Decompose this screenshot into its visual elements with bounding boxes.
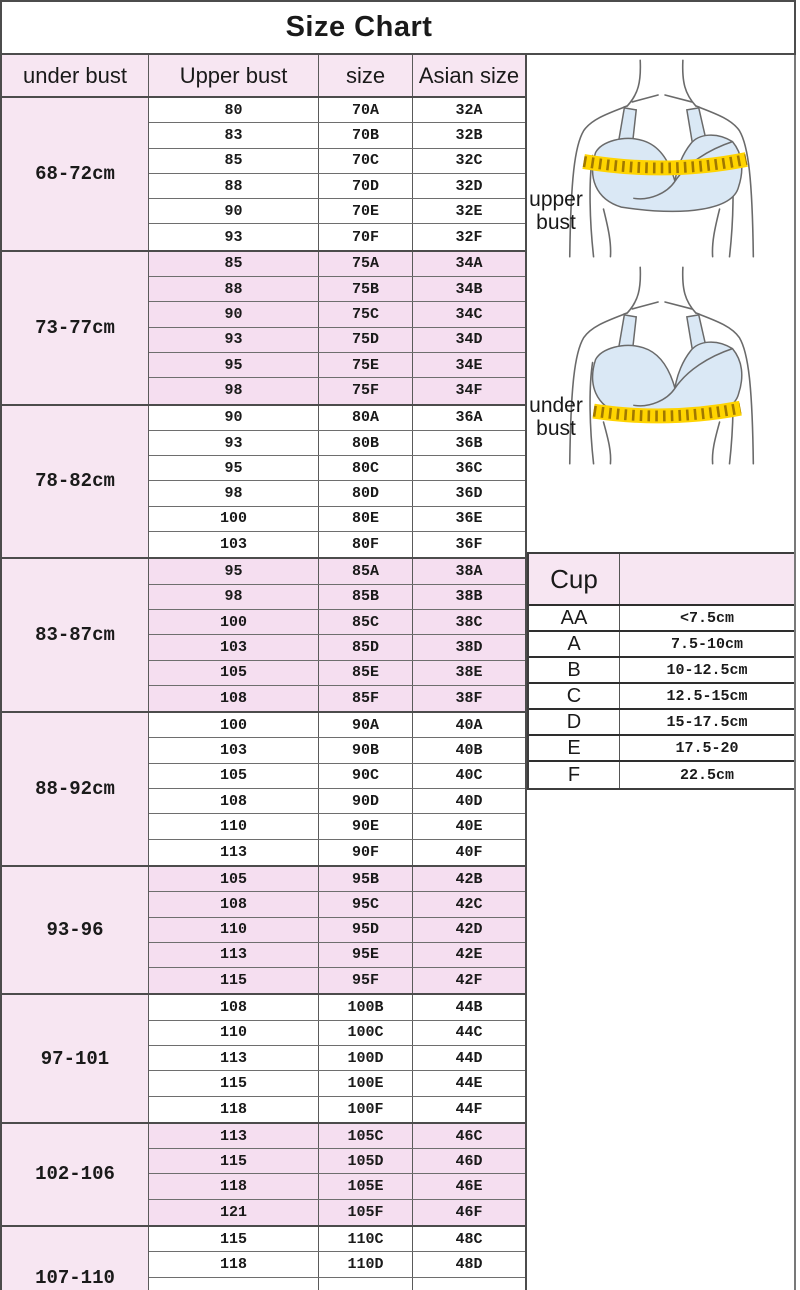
table-cell: 108 — [149, 686, 319, 711]
table-row — [149, 995, 525, 1020]
group-label: 102-106 — [2, 1124, 149, 1225]
table-cell: 100 — [149, 610, 319, 634]
table-cell: 36D — [413, 481, 525, 505]
table-cell: 48D — [413, 1252, 525, 1276]
size-table — [0, 55, 527, 1290]
size-group — [2, 713, 525, 867]
table-cell: 118 — [149, 1252, 319, 1276]
cup-letter: F — [529, 762, 620, 788]
size-group — [2, 406, 525, 560]
group-label: 88-92cm — [2, 713, 149, 865]
table-row — [149, 610, 525, 635]
group-label: 97-101 — [2, 995, 149, 1121]
table-cell: 110D — [319, 1252, 413, 1276]
table-cell: 100B — [319, 995, 413, 1019]
cup-range: 22.5cm — [679, 766, 734, 784]
table-cell: 113 — [149, 1046, 319, 1070]
table-cell: 95C — [319, 892, 413, 916]
table-cell: 70A — [319, 98, 413, 122]
table-cell: 32C — [413, 149, 525, 173]
column-header-size: size — [319, 55, 413, 96]
table-cell: 32F — [413, 224, 525, 249]
table-row — [149, 224, 525, 249]
table-cell: 121 — [149, 1200, 319, 1225]
table-cell: 36B — [413, 431, 525, 455]
table-row — [149, 406, 525, 431]
group-label: 68-72cm — [2, 98, 149, 250]
cup-range: 15-17.5cm — [666, 713, 748, 731]
table-cell: 42C — [413, 892, 525, 916]
table-cell: 90E — [319, 814, 413, 838]
column-header-under-bust: under bust — [2, 55, 149, 96]
table-row — [149, 814, 525, 839]
table-cell: 85 — [149, 149, 319, 173]
cup-table-header — [529, 554, 794, 606]
table-row — [149, 1174, 525, 1199]
column-header-upper-bust: Upper bust — [149, 55, 319, 96]
group-label: 83-87cm — [2, 559, 149, 711]
table-row — [149, 867, 525, 892]
table-cell: 36F — [413, 532, 525, 557]
table-row — [149, 635, 525, 660]
table-cell: 105D — [319, 1149, 413, 1173]
table-cell: 85C — [319, 610, 413, 634]
table-row — [149, 328, 525, 353]
table-row — [149, 481, 525, 506]
table-cell: 103 — [149, 738, 319, 762]
cup-table-body — [529, 606, 794, 788]
cup-row — [529, 736, 794, 762]
table-cell: 80E — [319, 507, 413, 531]
cup-header-label: Cup — [529, 554, 620, 604]
table-cell: 90 — [149, 199, 319, 223]
table-cell: 110 — [149, 918, 319, 942]
table-cell: 100C — [319, 1021, 413, 1045]
table-row — [149, 149, 525, 174]
table-cell: 80 — [149, 98, 319, 122]
table-cell — [413, 1278, 525, 1290]
table-cell: 95 — [149, 456, 319, 480]
table-cell: 48C — [413, 1227, 525, 1251]
table-cell: 42E — [413, 943, 525, 967]
table-row — [149, 943, 525, 968]
table-row — [149, 918, 525, 943]
table-cell: 32E — [413, 199, 525, 223]
table-cell: 105F — [319, 1200, 413, 1225]
table-cell: 70B — [319, 123, 413, 147]
table-cell: 85B — [319, 585, 413, 609]
upper-bust-label — [524, 189, 588, 234]
table-cell: 85F — [319, 686, 413, 711]
table-cell: 95E — [319, 943, 413, 967]
table-row — [149, 585, 525, 610]
table-cell: 95D — [319, 918, 413, 942]
table-row — [149, 559, 525, 584]
table-cell: 100 — [149, 713, 319, 737]
table-cell: 40D — [413, 789, 525, 813]
size-group — [2, 867, 525, 995]
upper-bust-label-line2: bust — [536, 210, 576, 234]
table-row — [149, 1021, 525, 1046]
table-row — [149, 199, 525, 224]
table-cell: 40C — [413, 764, 525, 788]
table-cell: 98 — [149, 481, 319, 505]
table-cell: 90 — [149, 302, 319, 326]
table-cell: 110C — [319, 1227, 413, 1251]
size-group — [2, 559, 525, 713]
table-cell: 93 — [149, 224, 319, 249]
size-group — [2, 98, 525, 252]
table-row — [149, 1252, 525, 1277]
table-cell: 44D — [413, 1046, 525, 1070]
cup-range: 12.5-15cm — [666, 687, 748, 705]
table-cell: 80D — [319, 481, 413, 505]
table-cell: 103 — [149, 532, 319, 557]
table-row — [149, 1149, 525, 1174]
table-cell: 75C — [319, 302, 413, 326]
table-cell: 103 — [149, 635, 319, 659]
cup-range: <7.5cm — [679, 609, 734, 627]
table-row — [149, 1278, 525, 1290]
table-cell: 38B — [413, 585, 525, 609]
table-cell: 93 — [149, 431, 319, 455]
table-cell: 95B — [319, 867, 413, 891]
table-row — [149, 1124, 525, 1149]
table-row — [149, 1200, 525, 1225]
page-title — [0, 0, 796, 55]
table-cell: 83 — [149, 123, 319, 147]
table-cell: 113 — [149, 1124, 319, 1148]
table-row — [149, 1071, 525, 1096]
table-cell: 85 — [149, 252, 319, 276]
table-row — [149, 532, 525, 557]
table-cell — [319, 1278, 413, 1290]
table-row — [149, 764, 525, 789]
table-cell: 90B — [319, 738, 413, 762]
table-cell: 88 — [149, 277, 319, 301]
table-cell: 113 — [149, 840, 319, 865]
table-cell: 34C — [413, 302, 525, 326]
table-cell: 44F — [413, 1097, 525, 1122]
table-cell: 118 — [149, 1174, 319, 1198]
table-cell: 75A — [319, 252, 413, 276]
table-cell: 115 — [149, 968, 319, 993]
table-cell: 38F — [413, 686, 525, 711]
under-bust-label-line2: bust — [536, 416, 576, 440]
column-header-asian-size: Asian size — [413, 55, 525, 96]
table-cell: 40E — [413, 814, 525, 838]
cup-row — [529, 658, 794, 684]
cup-letter: C — [529, 684, 620, 708]
measuring-tape-upper — [584, 160, 747, 168]
table-cell: 85A — [319, 559, 413, 583]
measuring-tape-under — [594, 408, 741, 416]
table-cell: 46E — [413, 1174, 525, 1198]
table-cell: 36C — [413, 456, 525, 480]
table-row — [149, 353, 525, 378]
size-group — [2, 252, 525, 406]
table-cell: 100D — [319, 1046, 413, 1070]
table-cell: 90C — [319, 764, 413, 788]
table-cell: 93 — [149, 328, 319, 352]
table-cell: 75D — [319, 328, 413, 352]
table-cell: 70E — [319, 199, 413, 223]
table-row — [149, 431, 525, 456]
cup-letter: B — [529, 658, 620, 682]
size-table-header — [2, 55, 525, 98]
group-label: 93-96 — [2, 867, 149, 993]
size-group — [2, 995, 525, 1123]
table-cell: 98 — [149, 378, 319, 403]
table-cell: 44E — [413, 1071, 525, 1095]
table-cell: 100F — [319, 1097, 413, 1122]
table-row — [149, 892, 525, 917]
table-cell: 88 — [149, 174, 319, 198]
table-cell: 85E — [319, 661, 413, 685]
table-cell: 90D — [319, 789, 413, 813]
size-group — [2, 1227, 525, 1290]
table-cell: 95 — [149, 353, 319, 377]
table-cell: 42B — [413, 867, 525, 891]
table-cell: 75F — [319, 378, 413, 403]
under-bust-label — [524, 395, 588, 440]
table-cell: 32B — [413, 123, 525, 147]
table-cell: 38E — [413, 661, 525, 685]
table-cell: 46F — [413, 1200, 525, 1225]
table-row — [149, 456, 525, 481]
table-cell: 85D — [319, 635, 413, 659]
table-cell: 42F — [413, 968, 525, 993]
table-cell: 36E — [413, 507, 525, 531]
table-cell: 34D — [413, 328, 525, 352]
table-cell: 118 — [149, 1097, 319, 1122]
table-row — [149, 378, 525, 403]
table-cell: 44C — [413, 1021, 525, 1045]
table-cell: 34E — [413, 353, 525, 377]
table-cell: 34F — [413, 378, 525, 403]
cup-row — [529, 710, 794, 736]
table-cell: 80F — [319, 532, 413, 557]
table-row — [149, 840, 525, 865]
table-cell: 100 — [149, 507, 319, 531]
table-row — [149, 507, 525, 532]
table-cell: 36A — [413, 406, 525, 430]
cup-range: 17.5-20 — [675, 739, 739, 757]
table-cell: 38D — [413, 635, 525, 659]
table-cell: 105 — [149, 764, 319, 788]
table-cell: 110 — [149, 1021, 319, 1045]
table-row — [149, 968, 525, 993]
table-cell: 70D — [319, 174, 413, 198]
table-row — [149, 1227, 525, 1252]
table-cell: 115 — [149, 1149, 319, 1173]
cup-range: 7.5-10cm — [670, 635, 743, 653]
table-cell: 115 — [149, 1227, 319, 1251]
table-cell: 105 — [149, 661, 319, 685]
upper-bust-label-line1: upper — [529, 188, 583, 211]
table-row — [149, 174, 525, 199]
table-row — [149, 277, 525, 302]
table-cell: 98 — [149, 585, 319, 609]
table-cell: 44B — [413, 995, 525, 1019]
table-cell: 108 — [149, 892, 319, 916]
size-table-body — [2, 98, 525, 1290]
table-cell: 40B — [413, 738, 525, 762]
table-cell: 70F — [319, 224, 413, 249]
table-cell — [149, 1278, 319, 1290]
table-cell: 40F — [413, 840, 525, 865]
under-bust-label-line1: under — [529, 394, 583, 417]
cup-letter: D — [529, 710, 620, 734]
table-row — [149, 661, 525, 686]
cup-range: 10-12.5cm — [666, 661, 748, 679]
table-cell: 95F — [319, 968, 413, 993]
table-cell: 113 — [149, 943, 319, 967]
cup-letter: AA — [529, 606, 620, 630]
table-cell: 105C — [319, 1124, 413, 1148]
table-row — [149, 302, 525, 327]
table-cell: 80C — [319, 456, 413, 480]
table-cell: 105E — [319, 1174, 413, 1198]
table-row — [149, 98, 525, 123]
table-row — [149, 252, 525, 277]
cup-row — [529, 762, 794, 788]
table-cell: 110 — [149, 814, 319, 838]
table-cell: 108 — [149, 789, 319, 813]
table-cell: 100E — [319, 1071, 413, 1095]
cup-table — [527, 552, 796, 790]
table-cell: 75B — [319, 277, 413, 301]
table-cell: 46D — [413, 1149, 525, 1173]
table-cell: 42D — [413, 918, 525, 942]
cup-letter: A — [529, 632, 620, 656]
table-cell: 115 — [149, 1071, 319, 1095]
table-row — [149, 1097, 525, 1122]
table-cell: 80A — [319, 406, 413, 430]
table-row — [149, 738, 525, 763]
table-cell: 75E — [319, 353, 413, 377]
cup-header-empty-cell — [620, 554, 794, 604]
table-cell: 70C — [319, 149, 413, 173]
table-cell: 95 — [149, 559, 319, 583]
table-row — [149, 789, 525, 814]
table-cell: 108 — [149, 995, 319, 1019]
table-row — [149, 686, 525, 711]
table-row — [149, 1046, 525, 1071]
group-label: 73-77cm — [2, 252, 149, 404]
table-cell: 38A — [413, 559, 525, 583]
table-cell: 90A — [319, 713, 413, 737]
page-right-border — [794, 55, 796, 1290]
group-label: 78-82cm — [2, 406, 149, 558]
cup-row — [529, 684, 794, 710]
table-cell: 90F — [319, 840, 413, 865]
page-title-text: Size Chart — [285, 11, 433, 43]
cup-row — [529, 606, 794, 632]
table-cell: 105 — [149, 867, 319, 891]
size-group — [2, 1124, 525, 1227]
cup-letter: E — [529, 736, 620, 760]
table-cell: 34B — [413, 277, 525, 301]
table-row — [149, 713, 525, 738]
table-cell: 32D — [413, 174, 525, 198]
table-cell: 46C — [413, 1124, 525, 1148]
table-cell: 38C — [413, 610, 525, 634]
bra-drawing — [593, 315, 742, 418]
table-cell: 90 — [149, 406, 319, 430]
cup-row — [529, 632, 794, 658]
table-cell: 40A — [413, 713, 525, 737]
table-row — [149, 123, 525, 148]
table-cell: 34A — [413, 252, 525, 276]
table-cell: 80B — [319, 431, 413, 455]
table-cell: 32A — [413, 98, 525, 122]
group-label: 107-110 — [2, 1227, 149, 1290]
